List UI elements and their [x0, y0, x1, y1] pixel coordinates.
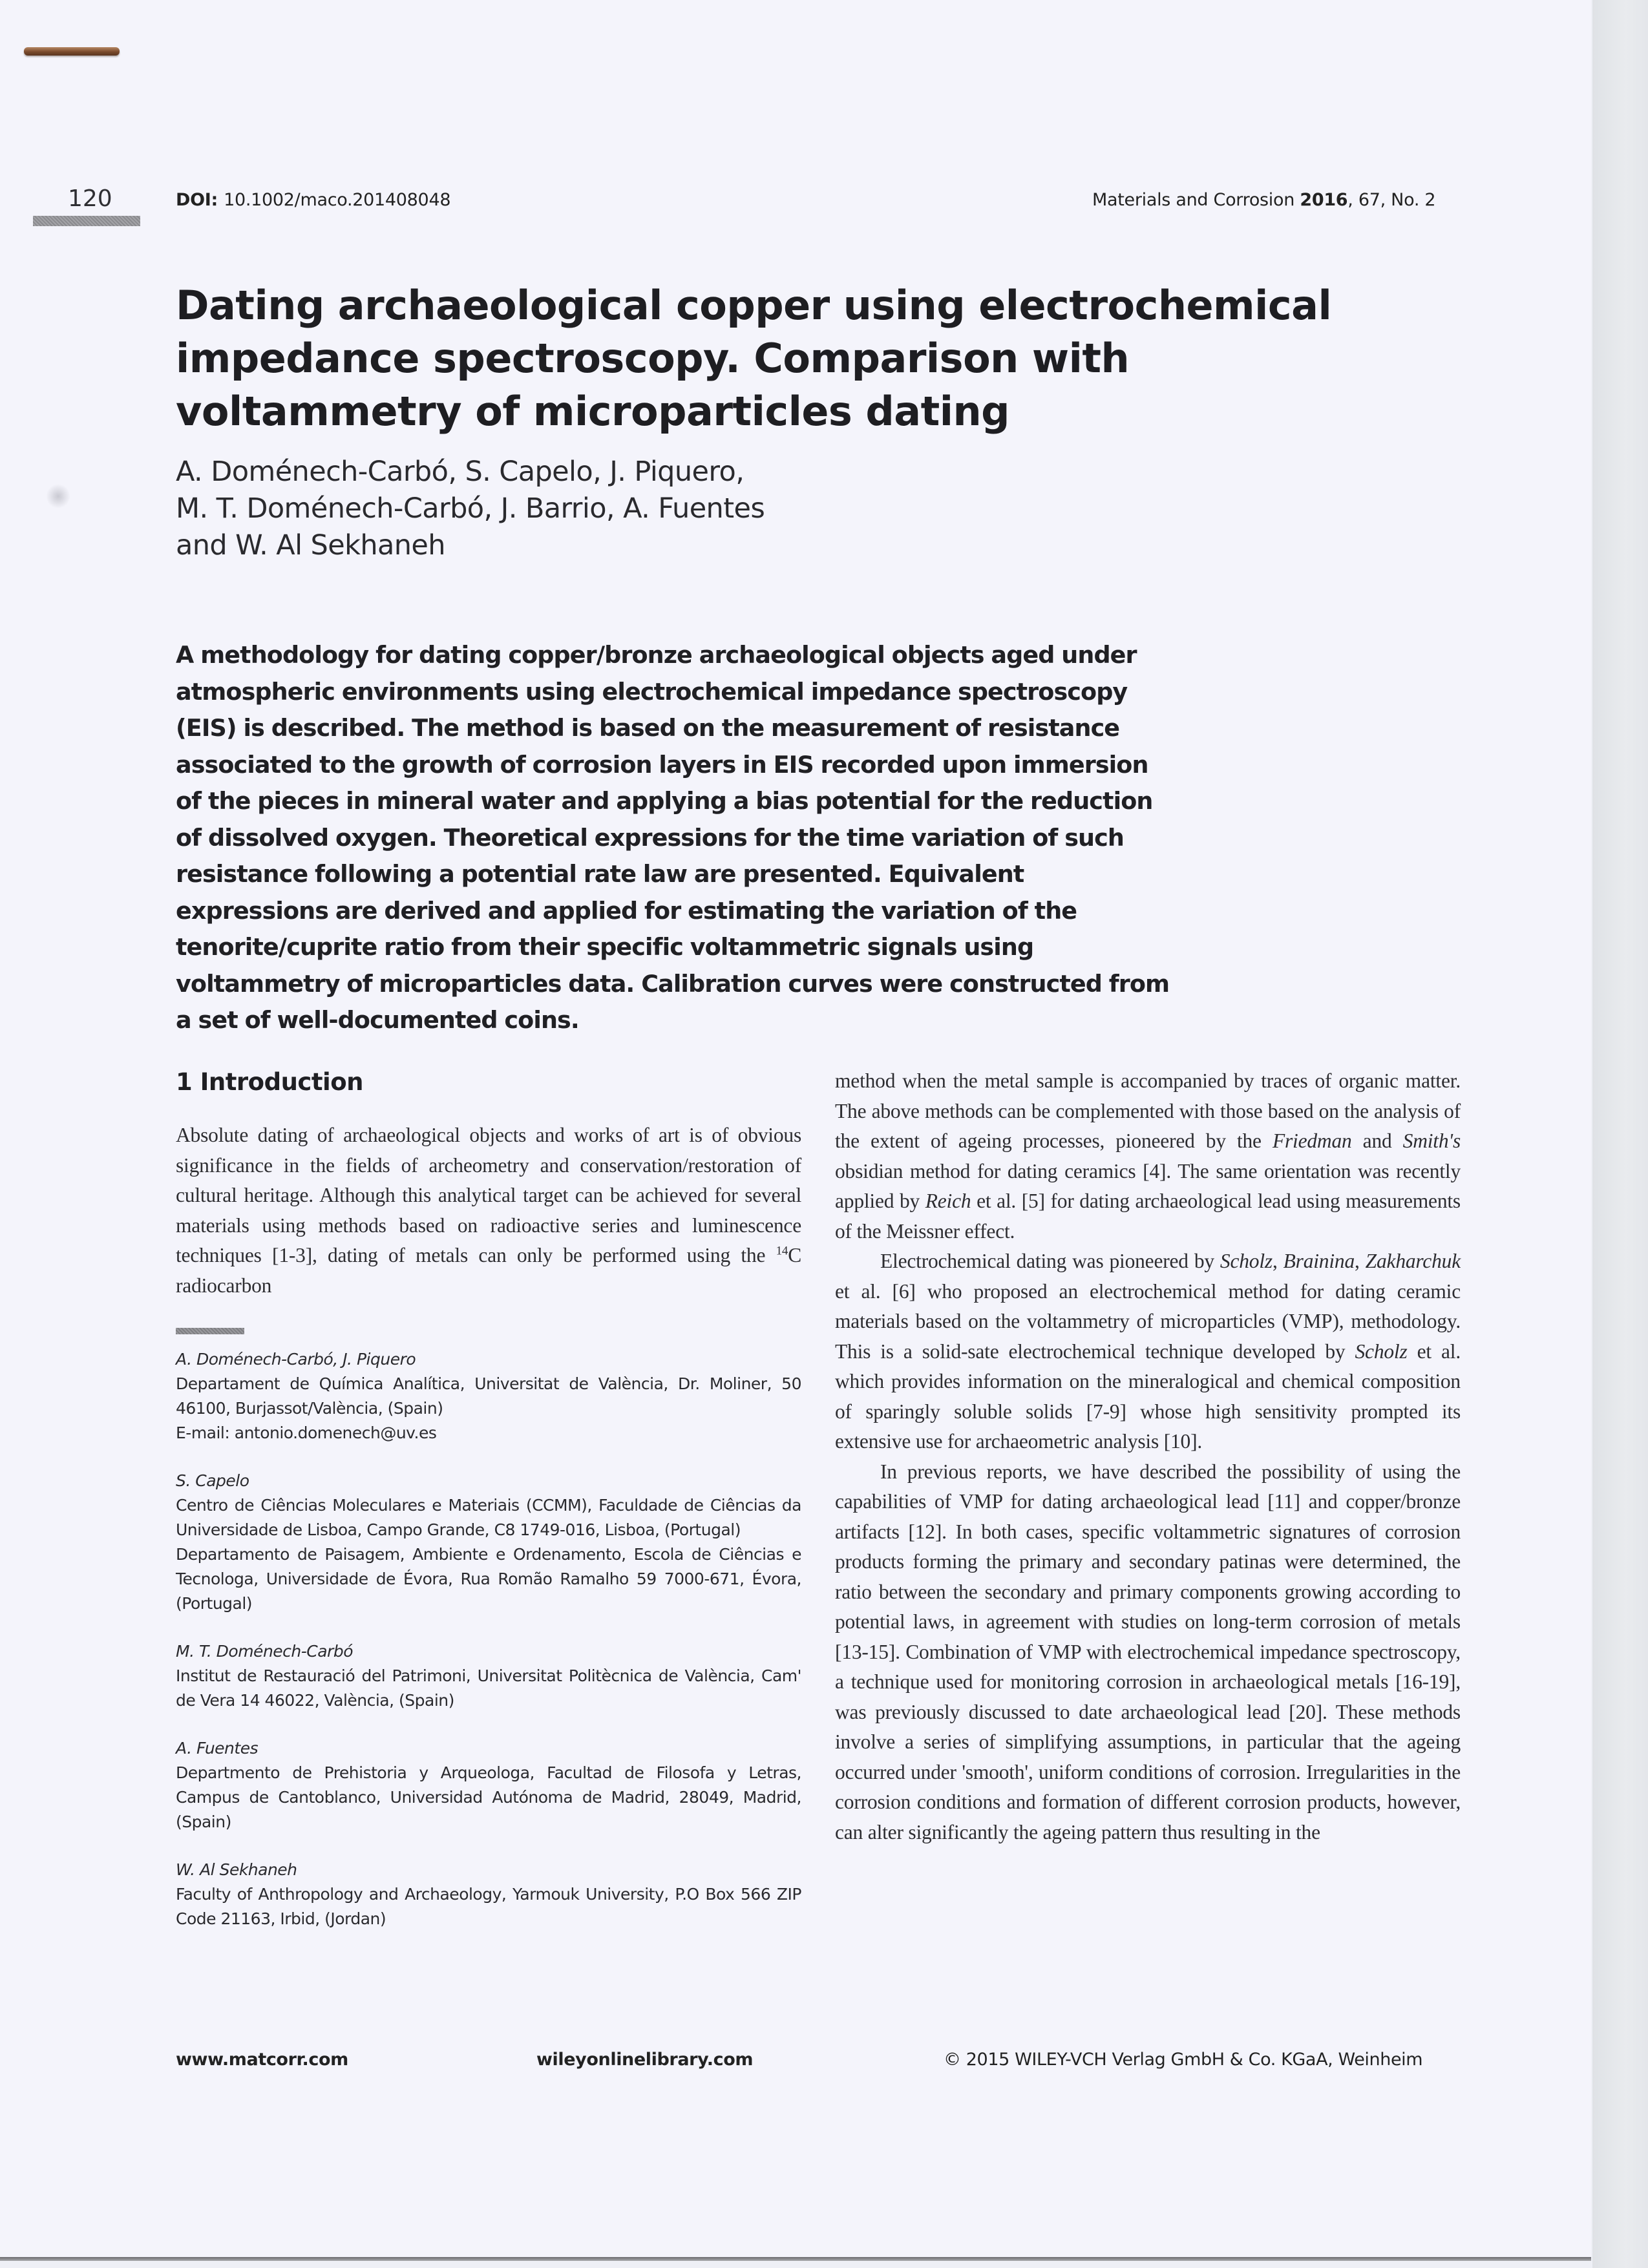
scan-speck: [47, 483, 70, 509]
page-edge-shadow: [1592, 0, 1648, 2268]
journal-citation: [1092, 190, 1435, 210]
page-number-bar: [33, 216, 140, 226]
author-citation-name: Zakharchuk: [1365, 1250, 1461, 1272]
intro-paragraph: [835, 1457, 1461, 1848]
affiliation-author: W. Al Sekhaneh: [176, 1860, 297, 1879]
affiliation-block: [176, 1469, 801, 1616]
affiliation-block: [176, 1347, 801, 1445]
author-line: A. Doménech-Carbó, S. Capelo, J. Piquero,: [176, 456, 745, 488]
affiliation-address: Faculty of Anthropology and Archaeology, Yarmouk University, P.O Box 566 ZIP Code 21163, Irbid, (Jordan): [176, 1885, 801, 1928]
affiliation-author: A. Doménech-Carbó, J. Piquero: [176, 1350, 416, 1369]
left-column: [176, 1066, 801, 1301]
author-email[interactable]: E-mail: antonio.domenech@uv.es: [176, 1423, 437, 1442]
journal-website-link[interactable]: www.matcorr.com: [176, 2050, 348, 2070]
author-citation-name: Reich: [925, 1190, 971, 1212]
affiliation-address: Centro de Ciências Moleculares e Materiais (CCMM), Faculdade de Ciências da Universidade de Lisboa, Campo Grande, C8 1749-016, Lisboa, (Portugal): [176, 1496, 801, 1539]
page-number: 120: [68, 185, 112, 212]
author-line: and W. Al Sekhaneh: [176, 529, 445, 562]
staple-icon: [24, 47, 120, 56]
paragraph-text: et al. [5] for dating archaeological lead using measurements of the Meissner effect.: [835, 1190, 1461, 1243]
paragraph-text: method when the metal sample is accompanied by traces of organic matter. The above methods can be complemented with those based on the analysis of the extent of ageing processes, pioneered by the: [835, 1069, 1461, 1152]
footnote-divider: [176, 1328, 244, 1334]
intro-text-continued: C radiocarbon: [176, 1244, 801, 1297]
author-citation-name: Smith's: [1402, 1129, 1461, 1152]
journal-name: Materials and Corrosion: [1092, 190, 1295, 210]
affiliation-block: [176, 1858, 801, 1931]
paragraph-text: et al. which provides information on the mineralogical and chemical composition of sparingly soluble solids [7-9] whose high sensitivity prompted its extensive use for archaeometric analysis [10].: [835, 1339, 1461, 1453]
journal-year: 2016: [1300, 190, 1348, 210]
paragraph-text: In previous reports, we have described the possibility of using the capabilities of VMP for dating archaeological lead [11] and copper/bronze artifacts [12]. In both cases, specific voltammetric signatures of corrosion products forming the primary and secondary patinas were determined, the ratio between the secondary and primary components growing according to potential laws, in agreement with studies on long-term corrosion of metals [13-15]. Combination of VMP with electrochemical impedance spectroscopy, a technique used for monitoring corrosion in archaeological metals [16-19], was previously discussed to date archaeological lead [20]. These methods involve a series of simplifying assumptions, in particular that the ageing occurred under 'smooth', uniform conditions of corrosion. Irregularities in the corrosion conditions and formation of different corrosion products, however, can alter significantly the ageing pattern thus resulting in the: [835, 1460, 1461, 1843]
copyright-notice: © 2015 WILEY-VCH Verlag GmbH & Co. KGaA, Weinheim: [944, 2050, 1423, 2070]
affiliation-block: [176, 1736, 801, 1834]
paragraph-text: obsidian method for dating ceramics [4]. The same orientation was recently applied by: [835, 1159, 1461, 1212]
doi-label: DOI:: [176, 190, 218, 210]
page-edge-bottom: [0, 2257, 1591, 2261]
paragraph-text: Electrochemical dating was pioneered by: [880, 1250, 1220, 1272]
isotope-superscript: 14: [776, 1244, 788, 1258]
author-line: M. T. Doménech-Carbó, J. Barrio, A. Fuentes: [176, 492, 765, 525]
affiliation-author: S. Capelo: [176, 1471, 249, 1490]
wiley-library-link[interactable]: wileyonlinelibrary.com: [536, 2050, 754, 2070]
affiliation-address: Departamento de Paisagem, Ambiente e Ordenamento, Escola de Ciências e Tecnologa, Universidade de Évora, Rua Romão Ramalho 59 7000-671, Évora, (Portugal): [176, 1545, 801, 1613]
doi: [176, 190, 450, 210]
intro-paragraph: [835, 1246, 1461, 1457]
author-list: [176, 454, 951, 564]
author-citation-name: Brainina: [1283, 1250, 1355, 1272]
intro-text: Absolute dating of archaeological objects and works of art is of obvious significance in the fields of archeometry and conservation/restoration of cultural heritage. Although this analytical target can be achieved for several materials using methods based on radioactive series and luminescence techniques [1-3], dating of metals can only be performed using the: [176, 1124, 801, 1266]
affiliation-address: Institut de Restauració del Patrimoni, Universitat Politècnica de València, Cam' de Vera 14 46022, València, (Spain): [176, 1666, 801, 1710]
intro-paragraph: [176, 1120, 801, 1301]
author-citation-name: Scholz: [1220, 1250, 1273, 1272]
author-citation-name: Friedman: [1272, 1129, 1352, 1152]
right-column: [835, 1066, 1461, 1847]
affiliation-block: [176, 1639, 801, 1713]
paragraph-text: ,: [1272, 1250, 1284, 1272]
paragraph-text: et al. [6] who proposed an electrochemical method for dating ceramic materials based on the voltammetry of microparticles (VMP), methodology. This is a solid-sate electrochemical technique developed by: [835, 1279, 1461, 1363]
abstract: A methodology for dating copper/bronze archaeological objects aged under atmospheric environments using electrochemical impedance spectroscopy (EIS) is described. The method is based on the measurement of resistance associated to the growth of corrosion layers in EIS recorded upon immersion of the pieces in mineral water and applying a bias potential for the reduction of dissolved oxygen. Theoretical expressions for the time variation of such resistance following a potential rate law are presented. Equivalent expressions are derived and applied for estimating the variation of the tenorite/cuprite ratio from their specific voltammetric signals using voltammetry of microparticles data. Calibration curves were constructed from a set of well-documented coins.: [176, 641, 1170, 1034]
article-title: Dating archaeological copper using electrochemical impedance spectroscopy. Comparison with voltammetry of microparticles dating: [176, 282, 1332, 435]
affiliation-author: M. T. Doménech-Carbó: [176, 1642, 353, 1661]
paragraph-text: and: [1351, 1129, 1403, 1152]
affiliations: [176, 1347, 801, 1955]
author-citation-name: Scholz: [1355, 1339, 1408, 1363]
doi-value[interactable]: 10.1002/maco.201408048: [224, 190, 451, 210]
intro-paragraph: [835, 1066, 1461, 1246]
section-heading: 1 Introduction: [176, 1068, 363, 1096]
journal-volume-issue: , 67, No. 2: [1347, 190, 1436, 210]
affiliation-address: Departament de Química Analítica, Universitat de València, Dr. Moliner, 50 46100, Burjassot/València, (Spain): [176, 1374, 801, 1418]
affiliation-address: Departmento de Prehistoria y Arqueologa, Facultad de Filosofa y Letras, Campus de Cantoblanco, Universidad Autónoma de Madrid, 28049, Madrid, (Spain): [176, 1763, 801, 1831]
affiliation-author: A. Fuentes: [176, 1739, 259, 1758]
paragraph-text: ,: [1355, 1250, 1366, 1272]
